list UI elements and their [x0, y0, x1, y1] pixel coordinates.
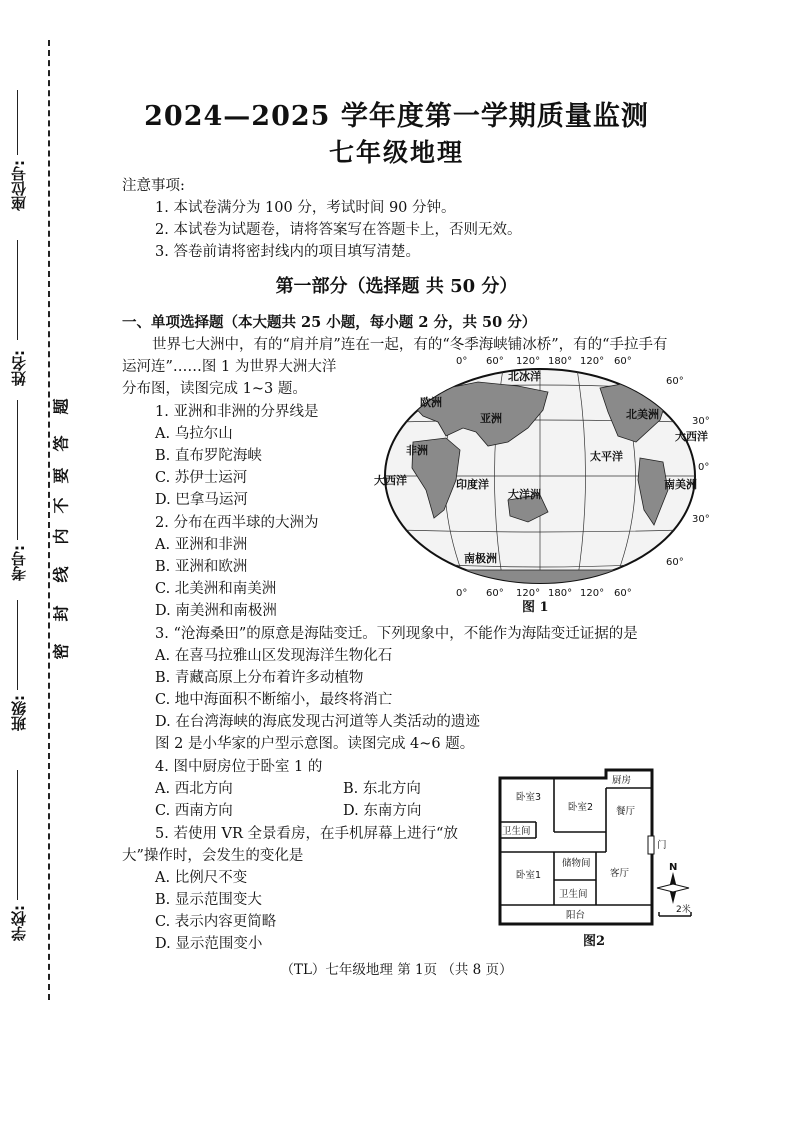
lat-tick: 60° — [666, 376, 684, 387]
question-stem: 1. 亚洲和非洲的分界线是 — [155, 404, 319, 420]
question-stem: 5. 若使用 VR 全景看房，在手机屏幕上进行“放 — [155, 826, 458, 842]
name-label: 姓名: — [10, 350, 28, 386]
seal-char: 封 — [51, 605, 71, 622]
bottom-tick: 120° — [580, 588, 605, 599]
part1-title: 第一部分（选择题 共 50 分） — [275, 276, 518, 297]
top-tick: 180° — [548, 356, 573, 367]
floor-plan-figure — [496, 760, 711, 930]
option: A. 西北方向 — [155, 781, 233, 797]
seat-label: 座位号: — [10, 160, 28, 211]
antarctica-shape — [388, 570, 698, 590]
question-stem: 大”操作时，会发生的变化是 — [122, 848, 304, 864]
label-oceania: 大洋洲 — [508, 488, 541, 501]
top-tick: 120° — [580, 356, 605, 367]
page-title: 2024—2025 学年度第一学期质量监测 — [144, 101, 649, 132]
seal-char: 答 — [51, 435, 71, 452]
scale-bar — [659, 903, 691, 916]
question-stem: 3. “沧海桑田”的原意是海陆变迁。下列现象中，不能作为海陆变迁证据的是 — [155, 626, 638, 642]
option: B. 东北方向 — [343, 781, 421, 797]
seal-char: 密 — [51, 643, 71, 660]
option: A. 比例尺不变 — [155, 870, 248, 886]
option: C. 表示内容更简略 — [155, 914, 277, 930]
label-europe: 欧洲 — [420, 396, 442, 409]
bottom-tick: 60° — [486, 588, 504, 599]
bottom-tick: 60° — [614, 588, 632, 599]
label-south-america: 南美洲 — [664, 478, 697, 491]
label-arctic: 北冰洋 — [508, 370, 541, 383]
top-tick: 0° — [456, 356, 468, 367]
option: B. 青藏高原上分布着许多动植物 — [155, 670, 364, 686]
label-indian: 印度洋 — [456, 478, 489, 491]
lat-tick: 0° — [698, 462, 710, 473]
page-footer: （TL）七年级地理 第 1页 （共 8 页） — [280, 962, 513, 978]
intro-line: 世界七大洲中，有的“肩并肩”连在一起，有的“冬季海峡铺冰桥”，有的“手拉手有 — [152, 337, 668, 353]
intro-line: 分布图，读图完成 1~3 题。 — [122, 381, 307, 397]
figure2-caption: 图2 — [583, 934, 606, 949]
seal-char: 线 — [51, 566, 71, 583]
option: D. 南美洲和南极洲 — [155, 603, 277, 619]
compass-icon — [657, 862, 689, 904]
lat-tick: 30° — [692, 416, 710, 427]
bottom-tick: 180° — [548, 588, 573, 599]
option: D. 在台湾海峡的海底发现古河道等人类活动的遗迹 — [155, 714, 480, 730]
label-asia: 亚洲 — [480, 412, 502, 425]
label-antarctica: 南极洲 — [464, 552, 497, 565]
notes-item: 1. 本试卷满分为 100 分，考试时间 90 分钟。 — [155, 200, 456, 216]
room-bedroom3: 卧室3 — [516, 792, 542, 803]
option: D. 东南方向 — [343, 803, 422, 819]
option: C. 苏伊士运河 — [155, 470, 248, 486]
notes-item: 2. 本试卷为试题卷，请将答案写在答题卡上，否则无效。 — [155, 222, 522, 238]
room-bathroom-lower: 卫生间 — [559, 889, 588, 900]
option: B. 亚洲和欧洲 — [155, 559, 248, 575]
option: B. 直布罗陀海峡 — [155, 448, 262, 464]
label-atlantic-west: 大西洋 — [374, 474, 407, 487]
seal-char: 不 — [51, 497, 71, 514]
question-stem: 4. 图中厨房位于卧室 1 的 — [155, 759, 323, 775]
page-subtitle: 七年级地理 — [328, 138, 464, 167]
exam-no-label: 考号: — [10, 545, 28, 581]
option: A. 在喜马拉雅山区发现海洋生物化石 — [155, 648, 393, 664]
top-tick: 60° — [614, 356, 632, 367]
option: C. 地中海面积不断缩小，最终将消亡 — [155, 692, 393, 708]
label-africa: 非洲 — [406, 444, 428, 457]
class-label: 班级: — [10, 695, 28, 731]
room-dining: 餐厅 — [616, 806, 636, 817]
section-heading: 一、单项选择题（本大题共 25 小题，每小题 2 分，共 50 分） — [122, 314, 537, 331]
top-tick: 120° — [516, 356, 541, 367]
figure1-caption: 图 1 — [522, 600, 549, 615]
world-map-figure — [368, 350, 713, 600]
room-kitchen: 厨房 — [612, 775, 632, 786]
bottom-tick: 120° — [516, 588, 541, 599]
seal-char: 内 — [51, 528, 71, 545]
question-stem: 2. 分布在西半球的大洲为 — [155, 515, 319, 531]
intro-line: 运河连”……图 1 为世界大洲大洋 — [122, 359, 337, 375]
room-balcony: 阳台 — [566, 910, 586, 921]
label-atlantic-east: 大西洋 — [675, 430, 708, 443]
label-pacific: 太平洋 — [590, 450, 623, 463]
notes-heading: 注意事项: — [122, 178, 185, 194]
greenland — [618, 368, 658, 382]
option: A. 乌拉尔山 — [155, 426, 233, 442]
room-door: 门 — [657, 840, 667, 851]
option: B. 显示范围变大 — [155, 892, 262, 908]
room-storage: 储物间 — [562, 858, 591, 869]
school-label: 学校: — [10, 905, 28, 941]
option: D. 显示范围变小 — [155, 936, 263, 952]
north-label: N — [669, 862, 678, 873]
seal-char: 要 — [51, 467, 71, 484]
bottom-tick: 0° — [456, 588, 468, 599]
label-north-america: 北美洲 — [626, 408, 659, 421]
room-living: 客厅 — [610, 868, 630, 879]
lat-tick: 30° — [692, 514, 710, 525]
option: D. 巴拿马运河 — [155, 492, 248, 508]
seal-line — [48, 40, 50, 1000]
room-bedroom1: 卧室1 — [516, 870, 542, 881]
exam-no-field[interactable] — [17, 400, 18, 540]
room-bedroom2: 卧室2 — [568, 802, 594, 813]
fig2-intro: 图 2 是小华家的户型示意图。读图完成 4~6 题。 — [155, 736, 475, 752]
lat-tick: 60° — [666, 557, 684, 568]
class-field[interactable] — [17, 600, 18, 690]
option: C. 西南方向 — [155, 803, 233, 819]
notes-item: 3. 答卷前请将密封线内的项目填写清楚。 — [155, 244, 420, 260]
room-bathroom-upper: 卫生间 — [502, 826, 531, 837]
seal-char: 题 — [51, 398, 71, 415]
school-field[interactable] — [17, 770, 18, 900]
scale-label: 2米 — [676, 905, 691, 915]
top-tick: 60° — [486, 356, 504, 367]
option: A. 亚洲和非洲 — [155, 537, 248, 553]
option: C. 北美洲和南美洲 — [155, 581, 277, 597]
